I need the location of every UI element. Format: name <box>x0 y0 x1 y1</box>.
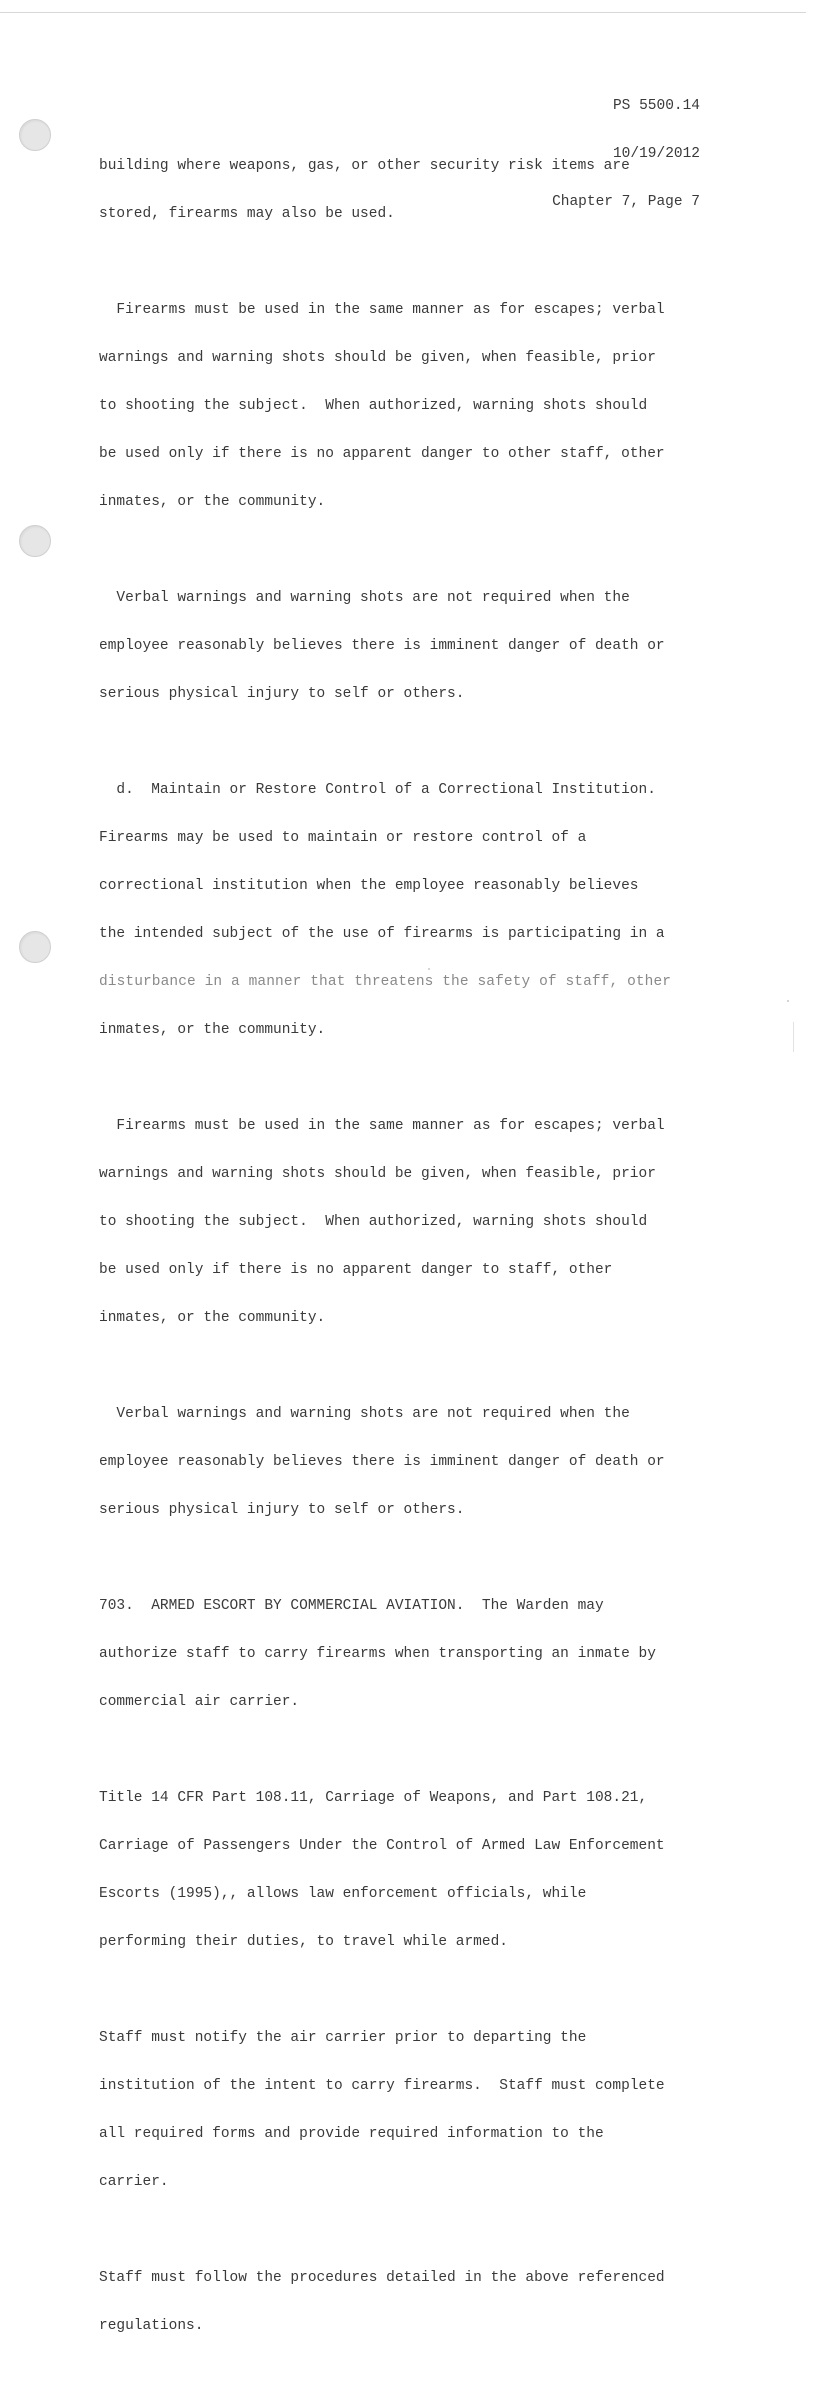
page-number: Chapter 7, Page 7 <box>552 194 700 210</box>
text-line: building where weapons, gas, or other security risk items are <box>99 158 630 174</box>
text-line: Verbal warnings and warning shots are not required when the <box>99 590 630 606</box>
punch-hole-top <box>19 119 51 151</box>
text-line: inmates, or the community. <box>99 494 326 510</box>
text-line: regulations. <box>99 2318 204 2334</box>
paragraph <box>99 750 719 1070</box>
paragraph <box>99 1374 719 1550</box>
scan-speck <box>787 1000 789 1002</box>
text-line: 703. ARMED ESCORT BY COMMERCIAL AVIATION. The Warden may <box>99 1598 604 1614</box>
paragraph <box>99 1758 719 1982</box>
text-line: stored, firearms may also be used. <box>99 206 395 222</box>
text-line: warnings and warning shots should be given, when feasible, prior <box>99 350 656 366</box>
text-line: all required forms and provide required information to the <box>99 2126 604 2142</box>
text-line: correctional institution when the employee reasonably believes <box>99 878 639 894</box>
scan-edge-mark <box>793 1022 794 1052</box>
text-line: serious physical injury to self or others. <box>99 1502 465 1518</box>
text-line: Firearms may be used to maintain or restore control of a <box>99 830 587 846</box>
text-line: be used only if there is no apparent danger to staff, other <box>99 1262 613 1278</box>
text-line: inmates, or the community. <box>99 1022 326 1038</box>
text-line: Staff must notify the air carrier prior to departing the <box>99 2030 587 2046</box>
text-line: Firearms must be used in the same manner as for escapes; verbal <box>99 1118 665 1134</box>
text-line: carrier. <box>99 2174 169 2190</box>
text-line: performing their duties, to travel while armed. <box>99 1934 508 1950</box>
scan-top-rule <box>0 12 806 13</box>
document-body <box>99 126 719 2382</box>
punch-hole-middle <box>19 525 51 557</box>
text-line: employee reasonably believes there is imminent danger of death or <box>99 1454 665 1470</box>
text-line: Escorts (1995),, allows law enforcement officials, while <box>99 1886 587 1902</box>
paragraph <box>99 126 719 254</box>
text-line: inmates, or the community. <box>99 1310 326 1326</box>
text-line: to shooting the subject. When authorized, warning shots should <box>99 398 648 414</box>
text-line: serious physical injury to self or others. <box>99 686 465 702</box>
document-date: 10/19/2012 <box>612 146 700 162</box>
punch-hole-bottom <box>19 931 51 963</box>
text-line: authorize staff to carry firearms when transporting an inmate by <box>99 1646 656 1662</box>
paragraph <box>99 270 719 542</box>
text-line: Title 14 CFR Part 108.11, Carriage of Weapons, and Part 108.21, <box>99 1790 648 1806</box>
text-line: Verbal warnings and warning shots are not required when the <box>99 1406 630 1422</box>
text-line: disturbance in a manner that threatens the safety of staff, other <box>99 974 672 990</box>
text-line: Firearms must be used in the same manner as for escapes; verbal <box>99 302 665 318</box>
document-id: PS 5500.14 <box>612 98 700 114</box>
text-line: to shooting the subject. When authorized, warning shots should <box>99 1214 648 1230</box>
text-line: be used only if there is no apparent danger to other staff, other <box>99 446 665 462</box>
paragraph <box>99 1086 719 1358</box>
text-line: Staff must follow the procedures detailed in the above referenced <box>99 2270 665 2286</box>
text-line: commercial air carrier. <box>99 1694 300 1710</box>
text-line: employee reasonably believes there is imminent danger of death or <box>99 638 665 654</box>
text-line: institution of the intent to carry firearms. Staff must complete <box>99 2078 665 2094</box>
text-line: the intended subject of the use of firearms is participating in a <box>99 926 665 942</box>
text-line: warnings and warning shots should be given, when feasible, prior <box>99 1166 656 1182</box>
text-line: d. Maintain or Restore Control of a Correctional Institution. <box>99 782 656 798</box>
section-heading-paragraph <box>99 1566 719 1742</box>
paragraph <box>99 558 719 734</box>
text-line: Carriage of Passengers Under the Control of Armed Law Enforcement <box>99 1838 665 1854</box>
paragraph <box>99 1998 719 2222</box>
paragraph <box>99 2238 719 2366</box>
